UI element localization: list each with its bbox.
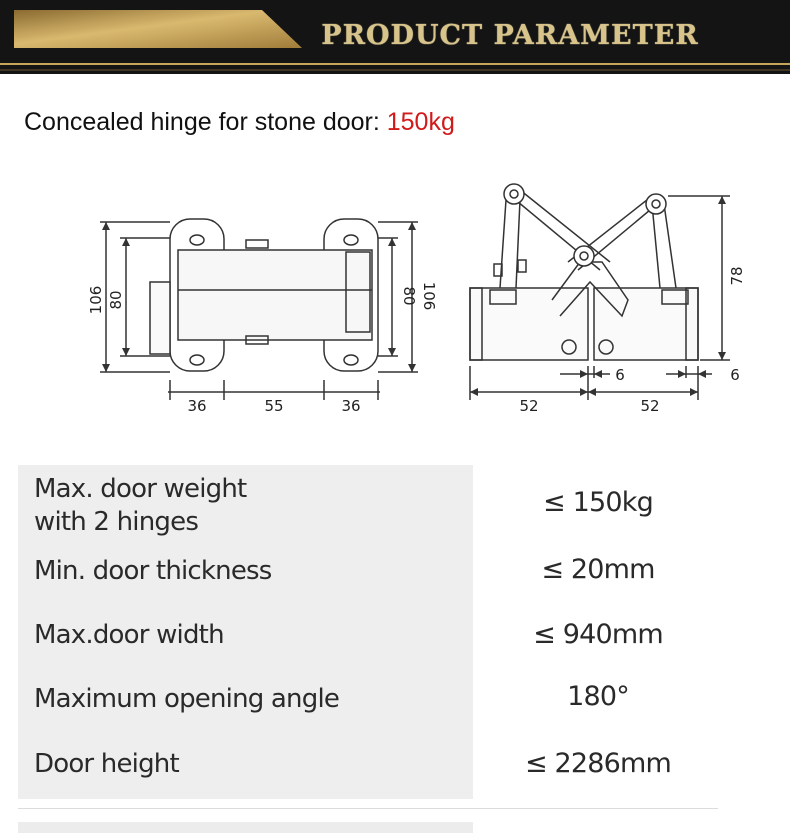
hinge-body <box>178 250 372 340</box>
subtitle-text: Concealed hinge for stone door: <box>24 108 387 136</box>
spec-value-opening-angle: 180° <box>567 681 629 712</box>
dim-width-left-plate: 36 <box>187 397 207 415</box>
spec-label-line: Max. door weight <box>34 474 247 504</box>
header-banner <box>0 0 790 84</box>
dim-width-left-door: 52 <box>519 397 539 415</box>
left-door-section <box>470 288 588 360</box>
spec-label-opening-angle: Maximum opening angle <box>34 684 340 714</box>
spec-label-door-height: Door height <box>34 749 179 779</box>
banner-title: PRODUCT PARAMETER <box>321 20 699 51</box>
spec-value-max-width: ≤ 940mm <box>533 619 663 650</box>
left-hinge-drawing <box>100 219 418 400</box>
subtitle-weight: 150kg <box>386 108 455 136</box>
spec-label-min-thickness: Min. door thickness <box>34 556 272 586</box>
dim-gap-right: 6 <box>730 366 740 384</box>
spec-label-line: with 2 hinges <box>34 507 199 537</box>
dim-gap-left: 6 <box>615 366 625 384</box>
spec-label-max-weight <box>34 473 246 539</box>
dim-height-inner-left: 80 <box>107 290 125 310</box>
table-divider <box>18 808 718 809</box>
gold-band <box>14 10 302 48</box>
product-subtitle <box>24 108 455 137</box>
dim-height-outer-right: 106 <box>420 281 438 311</box>
right-door-section <box>594 288 698 360</box>
dim-width-right-door: 52 <box>640 397 660 415</box>
dim-width-right-plate: 36 <box>341 397 361 415</box>
next-section-strip <box>18 822 473 833</box>
dim-width-center: 55 <box>264 397 284 415</box>
spec-label-max-width: Max.door width <box>34 620 224 650</box>
spec-value-door-height: ≤ 2286mm <box>524 748 672 779</box>
dim-height-outer-left: 106 <box>87 285 105 315</box>
dim-height-right-view: 78 <box>728 266 746 286</box>
dim-height-inner-right: 80 <box>400 286 418 306</box>
hinge-technical-drawing <box>0 170 790 430</box>
spec-value-max-weight: ≤ 150kg <box>543 487 653 518</box>
right-hinge-drawing <box>470 184 730 400</box>
spec-value-min-thickness: ≤ 20mm <box>541 554 655 585</box>
